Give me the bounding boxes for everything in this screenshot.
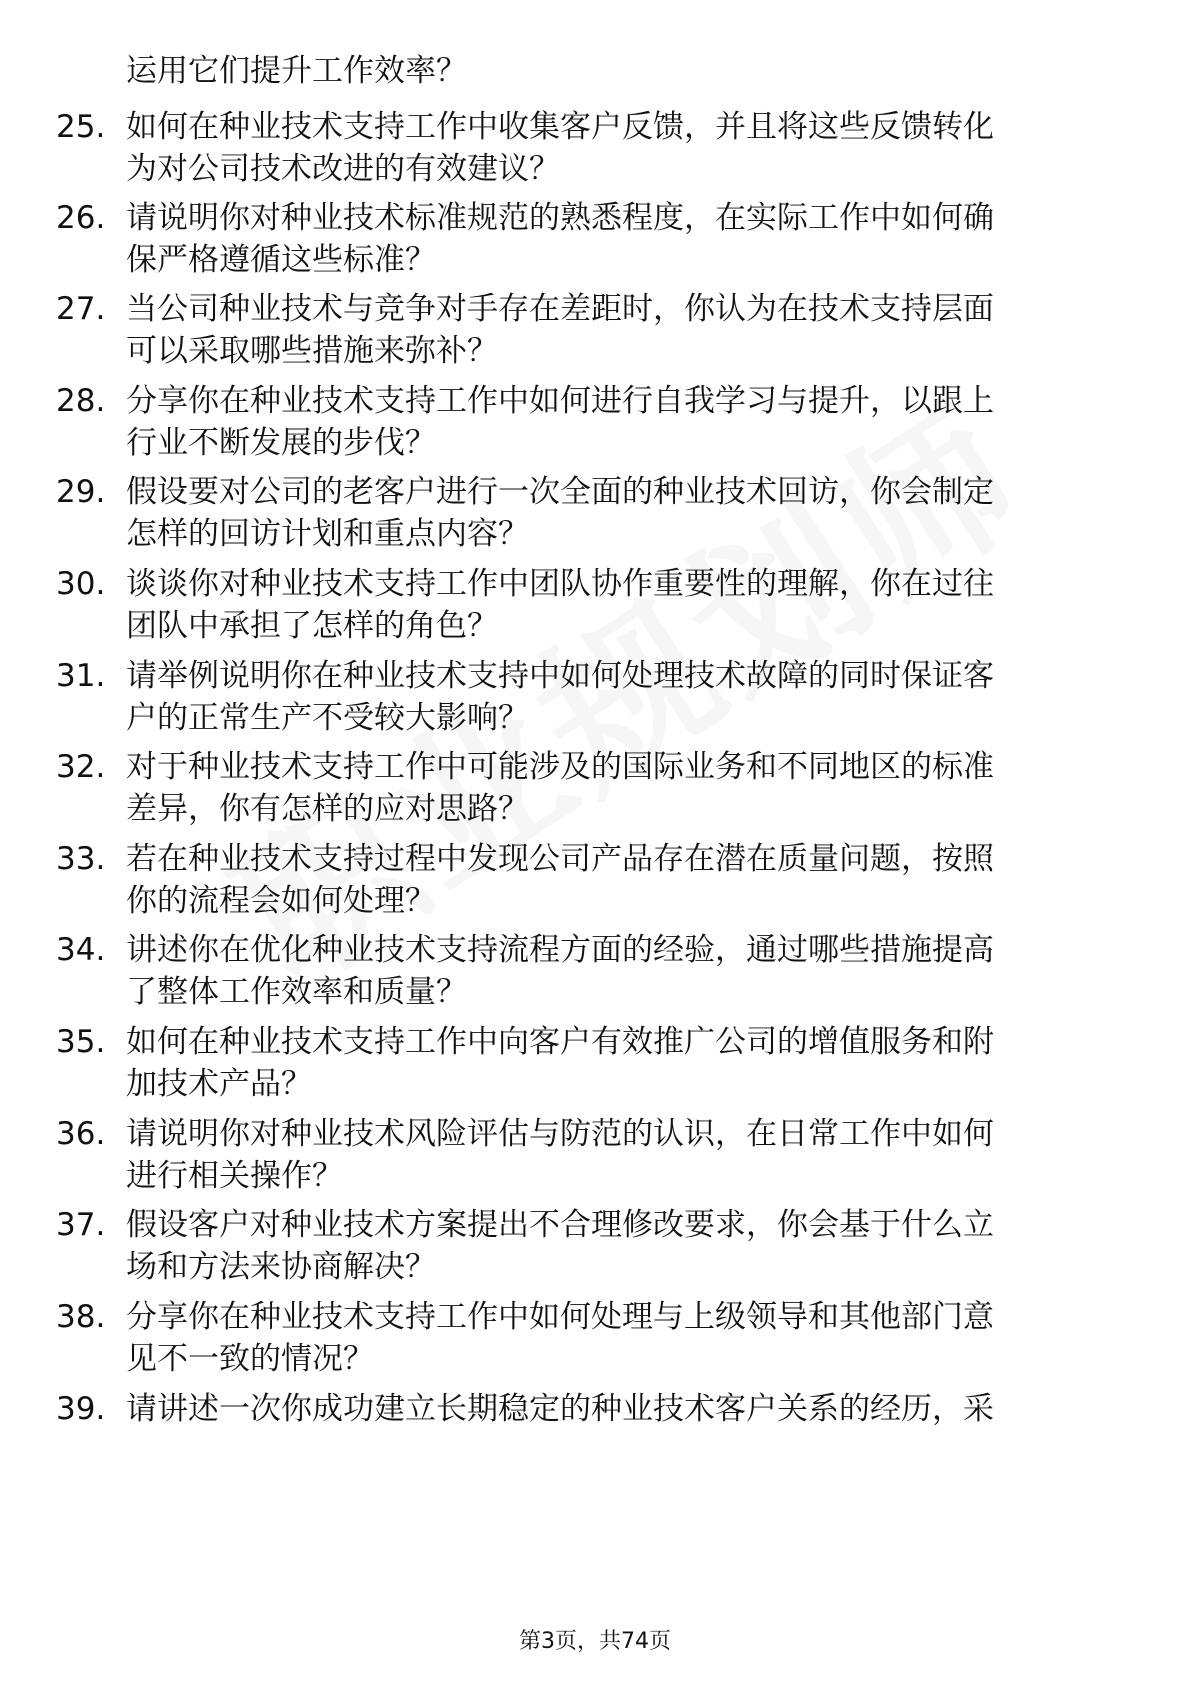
question-line-1: 请说明你对种业技术风险评估与防范的认识，在日常工作中如何 bbox=[126, 1116, 994, 1152]
question-text bbox=[126, 380, 1116, 464]
page-footer: 第3页，共74页 bbox=[519, 1629, 671, 1654]
question-line-2: 见不一致的情况？ bbox=[126, 1341, 374, 1377]
question-text bbox=[126, 1388, 1116, 1430]
list-item bbox=[0, 197, 1190, 287]
question-line-1: 讲述你在优化种业技术支持流程方面的经验，通过哪些措施提高 bbox=[126, 932, 994, 968]
question-text bbox=[126, 1204, 1116, 1288]
list-item bbox=[0, 1113, 1190, 1203]
question-line-1: 当公司种业技术与竞争对手存在差距时，你认为在技术支持层面 bbox=[126, 291, 994, 327]
list-item bbox=[0, 380, 1190, 470]
question-line-1: 请举例说明你在种业技术支持中如何处理技术故障的同时保证客 bbox=[126, 658, 994, 694]
question-number: 33. bbox=[56, 841, 106, 877]
question-number: 31. bbox=[56, 658, 106, 694]
question-line-1: 假设客户对种业技术方案提出不合理修改要求，你会基于什么立 bbox=[126, 1207, 994, 1243]
question-text bbox=[126, 471, 1116, 555]
list-item bbox=[0, 106, 1190, 196]
list-item bbox=[0, 655, 1190, 745]
question-number: 27. bbox=[56, 291, 106, 327]
question-text bbox=[126, 655, 1116, 739]
list-item bbox=[0, 1296, 1190, 1386]
question-line-1: 对于种业技术支持工作中可能涉及的国际业务和不同地区的标准 bbox=[126, 749, 994, 785]
question-line-2: 加技术产品？ bbox=[126, 1066, 312, 1102]
question-line-1: 请说明你对种业技术标准规范的熟悉程度，在实际工作中如何确 bbox=[126, 200, 994, 236]
list-item bbox=[0, 1021, 1190, 1111]
question-line-1: 若在种业技术支持过程中发现公司产品存在潜在质量问题，按照 bbox=[126, 841, 994, 877]
question-number: 37. bbox=[56, 1207, 106, 1243]
question-line-1: 假设要对公司的老客户进行一次全面的种业技术回访，你会制定 bbox=[126, 474, 994, 510]
question-line-2: 户的正常生产不受较大影响？ bbox=[126, 700, 529, 736]
question-text bbox=[126, 1113, 1116, 1197]
question-text bbox=[126, 1296, 1116, 1380]
question-number: 30. bbox=[56, 566, 106, 602]
question-line-2: 保严格遵循这些标准？ bbox=[126, 242, 436, 278]
question-text bbox=[126, 1021, 1116, 1105]
question-line-2: 为对公司技术改进的有效建议？ bbox=[126, 151, 560, 187]
question-number: 36. bbox=[56, 1116, 106, 1152]
question-line-1: 谈谈你对种业技术支持工作中团队协作重要性的理解，你在过往 bbox=[126, 566, 994, 602]
question-number: 39. bbox=[56, 1391, 106, 1427]
continued-question-text: 运用它们提升工作效率？ bbox=[126, 53, 467, 89]
question-line-1: 如何在种业技术支持工作中向客户有效推广公司的增值服务和附 bbox=[126, 1024, 994, 1060]
question-number: 29. bbox=[56, 474, 106, 510]
question-text bbox=[126, 197, 1116, 281]
question-line-1: 分享你在种业技术支持工作中如何进行自我学习与提升，以跟上 bbox=[126, 383, 994, 419]
question-text bbox=[126, 838, 1116, 922]
list-item bbox=[0, 929, 1190, 1019]
question-line-1: 如何在种业技术支持工作中收集客户反馈，并且将这些反馈转化 bbox=[126, 109, 994, 145]
list-item bbox=[0, 563, 1190, 653]
list-item bbox=[0, 288, 1190, 378]
list-item bbox=[0, 746, 1190, 836]
list-item bbox=[0, 838, 1190, 928]
question-text bbox=[126, 563, 1116, 647]
question-line-2: 怎样的回访计划和重点内容？ bbox=[126, 516, 529, 552]
question-number: 28. bbox=[56, 383, 106, 419]
question-line-1: 分享你在种业技术支持工作中如何处理与上级领导和其他部门意 bbox=[126, 1299, 994, 1335]
question-line-2: 团队中承担了怎样的角色？ bbox=[126, 608, 498, 644]
question-number: 32. bbox=[56, 749, 106, 785]
question-number: 38. bbox=[56, 1299, 106, 1335]
question-line-1: 请讲述一次你成功建立长期稳定的种业技术客户关系的经历，采 bbox=[126, 1391, 994, 1427]
question-text bbox=[126, 746, 1116, 830]
list-item bbox=[0, 1388, 1190, 1478]
question-text bbox=[126, 106, 1116, 190]
question-number: 35. bbox=[56, 1024, 106, 1060]
list-item bbox=[0, 471, 1190, 561]
question-line-2: 可以采取哪些措施来弥补？ bbox=[126, 333, 498, 369]
question-line-2: 场和方法来协商解决？ bbox=[126, 1249, 436, 1285]
question-line-2: 差异，你有怎样的应对思路？ bbox=[126, 791, 529, 827]
question-line-2: 进行相关操作？ bbox=[126, 1158, 343, 1194]
question-number: 26. bbox=[56, 200, 106, 236]
question-number: 34. bbox=[56, 932, 106, 968]
list-item bbox=[0, 1204, 1190, 1294]
question-text bbox=[126, 288, 1116, 372]
question-line-2: 行业不断发展的步伐？ bbox=[126, 425, 436, 461]
question-line-2: 了整体工作效率和质量？ bbox=[126, 974, 467, 1010]
question-line-2: 你的流程会如何处理？ bbox=[126, 883, 436, 919]
question-number: 25. bbox=[56, 109, 106, 145]
question-text bbox=[126, 929, 1116, 1013]
